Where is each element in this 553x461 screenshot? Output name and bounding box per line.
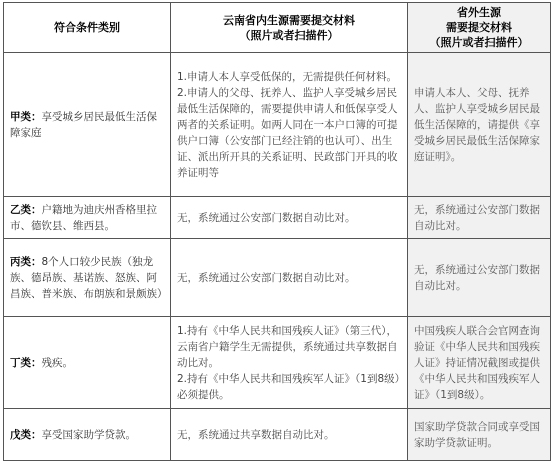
outprov-cell — [408, 197, 551, 239]
table-row-jia — [4, 53, 551, 197]
category-text: 户籍地为迪庆州香格里拉市、德钦县、维西县。 — [10, 203, 157, 232]
category-cell — [4, 197, 171, 239]
category-tag: 丁类： — [10, 356, 42, 369]
inprov-item: 2.持有《中华人民共和国残疾军人证》（1到8级）必须提供。 — [177, 372, 400, 401]
outprov-cell — [408, 409, 551, 461]
category-tag: 甲类： — [10, 110, 42, 123]
inprov-item: 无，系统通过公安部门数据自动比对。 — [177, 211, 356, 224]
category-tag: 戊类： — [10, 428, 42, 441]
table-header-row — [4, 3, 551, 53]
outprov-text: 申请人本人、父母、抚养人、监护人享受城乡居民最低生活保障的，请提供《享受城乡居民最低生活保障家庭证明》。 — [414, 86, 540, 163]
category-text: 享受国家助学贷款。 — [41, 428, 136, 441]
outprov-text: 无，系统通过公安部门数据自动比对。 — [414, 263, 540, 292]
inprov-item: 无，系统通过共享数据自动比对。 — [177, 428, 335, 441]
requirements-table — [3, 2, 551, 461]
category-tag: 丙类： — [10, 255, 42, 268]
header-outprov-line3: （照片或者扫描件） — [429, 36, 529, 49]
inprov-cell — [171, 53, 408, 197]
inprov-cell — [171, 239, 408, 317]
inprov-item: 1.申请人本人享受低保的，无需提供任何材料。 — [177, 70, 398, 83]
category-cell — [4, 53, 171, 197]
table-row-bing — [4, 239, 551, 317]
outprov-text: 国家助学贷款合同或享受国家助学贷款证明。 — [414, 420, 540, 449]
outprov-cell — [408, 53, 551, 197]
header-inprov — [171, 3, 408, 53]
table-row-wu — [4, 409, 551, 461]
header-outprov-line2: 需要提交材料 — [446, 21, 512, 34]
table-row-ding — [4, 317, 551, 409]
outprov-cell — [408, 239, 551, 317]
inprov-item: 无，系统通过公安部门数据自动比对。 — [177, 271, 356, 284]
inprov-cell — [171, 317, 408, 409]
outprov-text: 无，系统通过公安部门数据自动比对。 — [414, 203, 540, 232]
table-row-yi — [4, 197, 551, 239]
category-text: 享受城乡居民最低生活保障家庭 — [10, 110, 157, 139]
header-inprov-line1: 云南省内生源需要提交材料 — [223, 13, 355, 27]
inprov-item: 2.申请人的父母、抚养人、监护人享受城乡居民最低生活保障的，需要提供申请人和低保享受人两者的关系证明。如两人同在一本户口簿的可提供户口簿（公安部门已经注销的也认可）、出生证、派出所开具的关系证明、民政部门开具的收养证明等 — [177, 86, 398, 179]
category-text: 残疾。 — [41, 356, 73, 369]
header-outprov-line1: 省外生源 — [457, 6, 501, 19]
category-text: 8个人口较少民族（独龙族、德昂族、基诺族、怒族、阿昌族、普米族、布朗族和景颇族） — [10, 255, 168, 300]
outprov-cell — [408, 317, 551, 409]
inprov-cell — [171, 409, 408, 461]
header-inprov-line2: （照片或者扫描件） — [239, 28, 339, 42]
category-cell — [4, 409, 171, 461]
inprov-item: 1.持有《中华人民共和国残疾人证》（第三代），云南省户籍学生无需提供，系统通过共享数据自动比对。 — [177, 324, 398, 369]
category-cell — [4, 239, 171, 317]
category-cell — [4, 317, 171, 409]
header-outprov — [408, 3, 551, 53]
inprov-cell — [171, 197, 408, 239]
category-tag: 乙类： — [10, 203, 42, 216]
header-category: 符合条件类别 — [4, 3, 171, 53]
outprov-text: 中国残疾人联合会官网查询验证《中华人民共和国残疾人证》持证情况截图或提供《中华人民共和国残疾军人证》（1到8级）。 — [414, 324, 540, 401]
